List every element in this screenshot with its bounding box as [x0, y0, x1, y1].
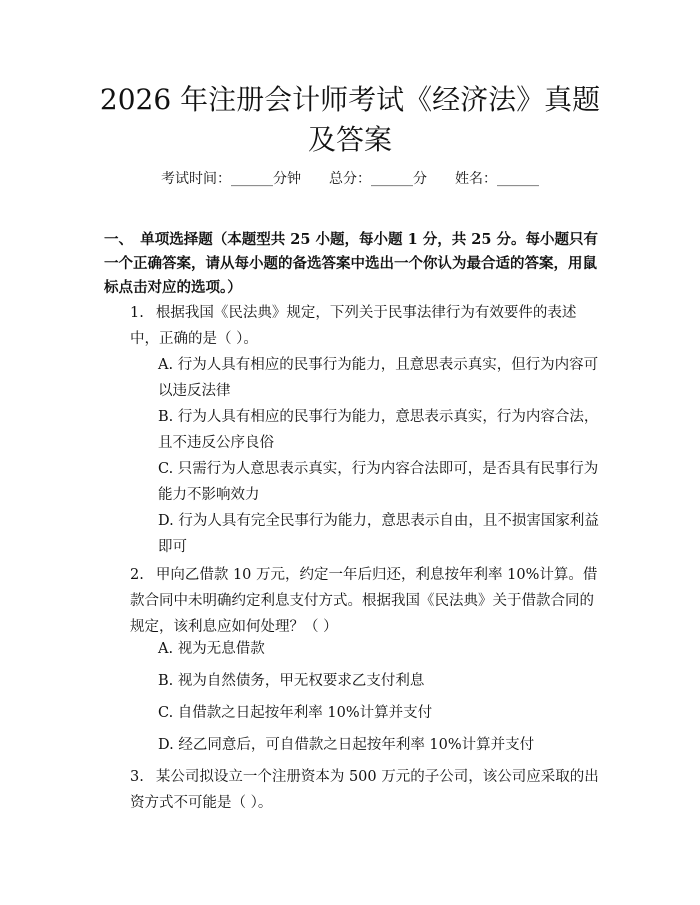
question-text: 根据我国《民法典》规定，下列关于民事法律行为有效要件的表述中，正确的是（ ）。	[130, 305, 577, 347]
option-text: D. 经乙同意后，可自借款之日起按年利率 10%计算并支付	[158, 737, 535, 753]
question-text: 甲向乙借款 10 万元，约定一年后归还，利息按年利率 10%计算。借款合同中未明确约定利息支付方式。根据我国《民法典》关于借款合同的规定，该利息应如何处理？（ ）	[130, 567, 598, 635]
question-number: 1.	[130, 305, 144, 321]
option-1c[interactable]	[104, 456, 604, 508]
question-number: 3.	[130, 769, 144, 785]
question-text: 某公司拟设立一个注册资本为 500 万元的子公司，该公司应采取的出资方式不可能是（ ）。	[130, 769, 599, 811]
option-text: A. 视为无息借款	[158, 641, 265, 657]
option-2a[interactable]	[104, 636, 604, 662]
document-title: 2026 年注册会计师考试《经济法》真题及答案	[99, 83, 601, 156]
option-2c[interactable]	[104, 700, 604, 726]
section-heading: 一、 单项选择题（本题型共 25 小题，每小题 1 分，共 25 分。每小题只有一个正确答案，请从每小题的备选答案中选出一个你认为最合适的答案，用鼠标点击对应的选项。）	[104, 231, 598, 296]
option-text: A. 行为人具有相应的民事行为能力，且意思表示真实，但行为内容可以违反法律	[158, 357, 599, 399]
option-text: C. 自借款之日起按年利率 10%计算并支付	[158, 705, 433, 721]
option-2d[interactable]	[104, 732, 604, 758]
option-2b[interactable]	[104, 668, 604, 694]
option-1b[interactable]	[104, 404, 604, 456]
exam-time-field: 考试时间：______分钟	[161, 171, 301, 187]
question-number: 2.	[130, 567, 144, 583]
question-2	[104, 562, 604, 640]
question-1	[104, 300, 604, 352]
name-field: 姓名：______	[455, 171, 539, 187]
option-1d[interactable]	[104, 508, 604, 560]
question-3	[104, 764, 604, 816]
option-text: B. 视为自然债务，甲无权要求乙支付利息	[158, 673, 425, 689]
total-score-field: 总分：______分	[329, 171, 427, 187]
option-text: C. 只需行为人意思表示真实，行为内容合法即可，是否具有民事行为能力不影响效力	[158, 461, 599, 503]
option-text: B. 行为人具有相应的民事行为能力，意思表示真实，行为内容合法，且不违反公序良俗	[158, 409, 599, 451]
option-text: D. 行为人具有完全民事行为能力，意思表示自由，且不损害国家利益即可	[158, 513, 599, 555]
option-1a[interactable]	[104, 352, 604, 404]
exam-info-line	[0, 168, 700, 188]
